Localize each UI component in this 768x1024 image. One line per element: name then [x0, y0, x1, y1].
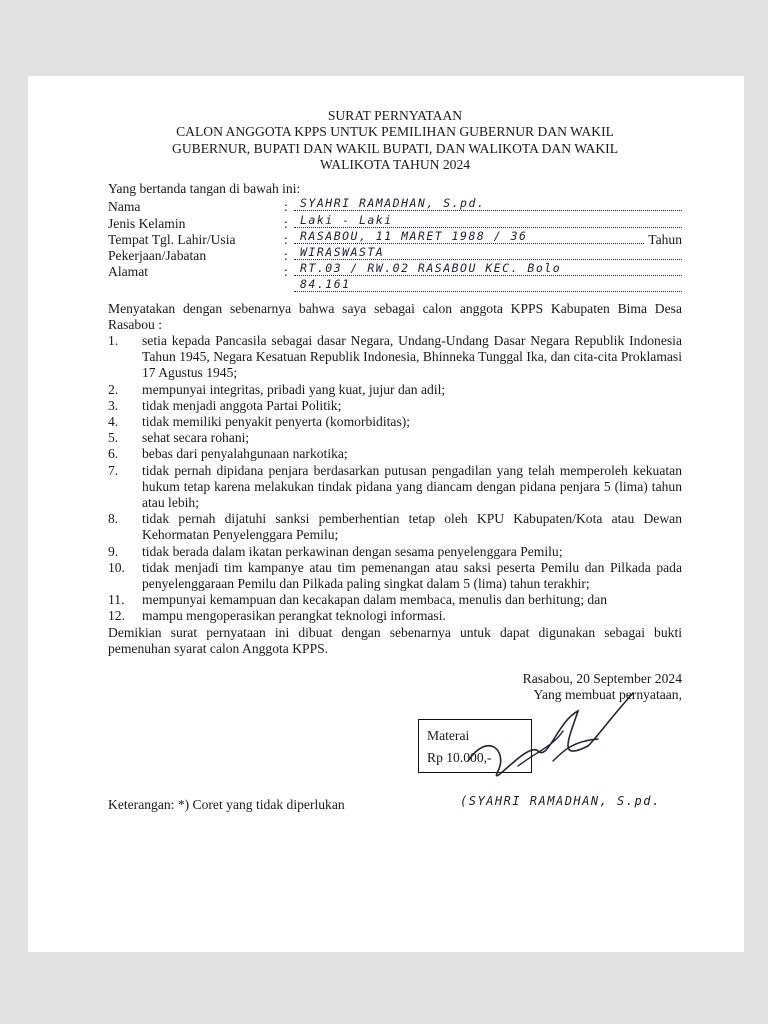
handwritten-job: WIRASWASTA [300, 245, 385, 259]
field-separator: : [284, 264, 288, 280]
requirement-text: tidak pernah dijatuhi sanksi pemberhentian tetap oleh KPU Kabupaten/Kota atau Dewan Kehormatan Penyelenggara Pemilu; [142, 511, 682, 543]
document-body [108, 108, 682, 841]
requirement-text: tidak menjadi anggota Partai Politik; [142, 397, 342, 413]
field-alamat [108, 262, 682, 278]
field-label: Nama [108, 199, 141, 215]
requirement-text: mempunyai kemampuan dan kecakapan dalam membaca, menulis dan berhitung; dan [142, 592, 608, 608]
requirement-text: tidak menjadi tim kampanye atau tim pemenangan atau saksi peserta Pemilu dan Pilkada pada penyelenggaraan Pemilu dan Pilkada paling singkat dalam 5 (lima) tahun terakhir; [142, 559, 682, 591]
requirement-item [108, 511, 682, 543]
requirement-text: setia kepada Pancasila sebagai dasar Negara, Undang-Undang Dasar Negara Republik Indonesia Tahun 1945, Negara Kesatuan Republik Indonesia, Bhinneka Tunggal Ika, dan cita-cita Proklamasi 17 Agustus 1945; [142, 332, 682, 381]
requirement-item [108, 592, 682, 608]
requirement-number: 1. [108, 332, 119, 348]
requirement-number: 8. [108, 511, 119, 527]
requirement-number: 6. [108, 446, 119, 462]
handwritten-gender: Laki - Laki [300, 213, 393, 227]
stamp-amount: Rp 10.000,- [427, 749, 492, 765]
field-separator: : [284, 247, 288, 263]
field-alamat-cont [108, 278, 682, 294]
field-label: Alamat [108, 264, 149, 280]
title-line-2: CALON ANGGOTA KPPS UNTUK PEMILIHAN GUBERNUR DAN WAKIL [176, 124, 614, 140]
requirement-number: 7. [108, 462, 119, 478]
field-ttl [108, 230, 682, 246]
handwritten-birth: RASABOU, 11 MARET 1988 / 36 [300, 229, 528, 243]
field-separator: : [284, 199, 288, 215]
handwritten-address: RT.03 / RW.02 RASABOU KEC. Bolo [300, 262, 562, 276]
requirement-number: 5. [108, 430, 119, 446]
requirement-item [108, 446, 682, 462]
field-value-line [294, 230, 644, 244]
intro-text: Yang bertanda tangan di bawah ini: [108, 181, 301, 197]
field-value-line [294, 278, 682, 292]
requirement-number: 11. [108, 592, 125, 608]
handwritten-postcode: 84.161 [300, 278, 351, 292]
requirement-item [108, 398, 682, 414]
requirement-text: tidak berada dalam ikatan perkawinan dengan sesama penyelenggara Pemilu; [142, 543, 563, 559]
field-separator: : [284, 231, 288, 247]
signature-scribble [458, 691, 638, 791]
requirement-text: mampu mengoperasikan perangkat teknologi informasi. [142, 608, 446, 624]
requirement-number: 9. [108, 543, 119, 559]
signature-block [108, 671, 682, 841]
requirement-item [108, 414, 682, 430]
title-line-1: SURAT PERNYATAAN [327, 108, 463, 123]
field-pekerjaan [108, 246, 682, 262]
requirement-item [108, 608, 682, 624]
requirement-number: 10. [108, 559, 125, 575]
place-date: Rasabou, 20 September 2024 [522, 670, 682, 686]
closing-text: Demikian surat pernyataan ini dibuat dengan sebenarnya untuk dapat digunakan sebagai bukti pemenuhan syarat calon Anggota KPPS. [108, 624, 682, 656]
requirement-list [108, 333, 682, 625]
document-title [108, 108, 682, 173]
handwritten-name: SYAHRI RAMADHAN, S.pd. [300, 197, 486, 211]
requirement-text: sehat secara rohani; [142, 430, 250, 446]
title-line-4: WALIKOTA TAHUN 2024 [319, 156, 471, 172]
requirement-item [108, 544, 682, 560]
field-value-line [294, 246, 682, 260]
field-value-line [294, 214, 682, 228]
requirement-number: 4. [108, 413, 119, 429]
field-value-line [294, 262, 682, 276]
requirement-item [108, 463, 682, 512]
identity-fields [108, 197, 682, 294]
field-separator: : [284, 215, 288, 231]
note-text: Keterangan: *) Coret yang tidak diperlukan [108, 796, 345, 812]
field-jenis-kelamin [108, 214, 682, 230]
requirement-text: bebas dari penyalahgunaan narkotika; [142, 446, 348, 462]
requirement-text: tidak memiliki penyakit penyerta (komorbiditas); [142, 413, 411, 429]
requirement-text: tidak pernah dipidana penjara berdasarkan putusan pengadilan yang telah memperoleh kekuatan hukum tetap karena melakukan tindak pidana yang diancam dengan pidana penjara 5 (lima) tahun atau lebih; [142, 462, 682, 510]
field-label: Tempat Tgl. Lahir/Usia [108, 231, 236, 247]
field-value-line [294, 197, 682, 211]
requirement-text: mempunyai integritas, pribadi yang kuat, jujur dan adil; [142, 381, 446, 397]
age-suffix: Tahun [648, 231, 682, 247]
signer-name: (SYAHRI RAMADHAN, S.pd. [460, 793, 661, 808]
stamp-label: Materai [427, 727, 470, 743]
document-page [28, 76, 744, 952]
title-line-3: GUBERNUR, BUPATI DAN WAKIL BUPATI, DAN WALIKOTA DAN WAKIL [172, 140, 618, 156]
requirement-number: 12. [108, 608, 125, 624]
requirement-item [108, 333, 682, 382]
statement-text: Menyatakan dengan sebenarnya bahwa saya sebagai calon anggota KPPS Kabupaten Bima Desa Rasabou : [108, 300, 682, 332]
requirement-item [108, 430, 682, 446]
requirement-item [108, 382, 682, 398]
field-label: Pekerjaan/Jabatan [108, 247, 207, 263]
field-label: Jenis Kelamin [108, 215, 186, 231]
field-nama [108, 197, 682, 213]
requirement-number: 3. [108, 397, 119, 413]
maker-label: Yang membuat pernyataan, [533, 687, 682, 703]
requirement-item [108, 560, 682, 592]
requirement-number: 2. [108, 381, 119, 397]
